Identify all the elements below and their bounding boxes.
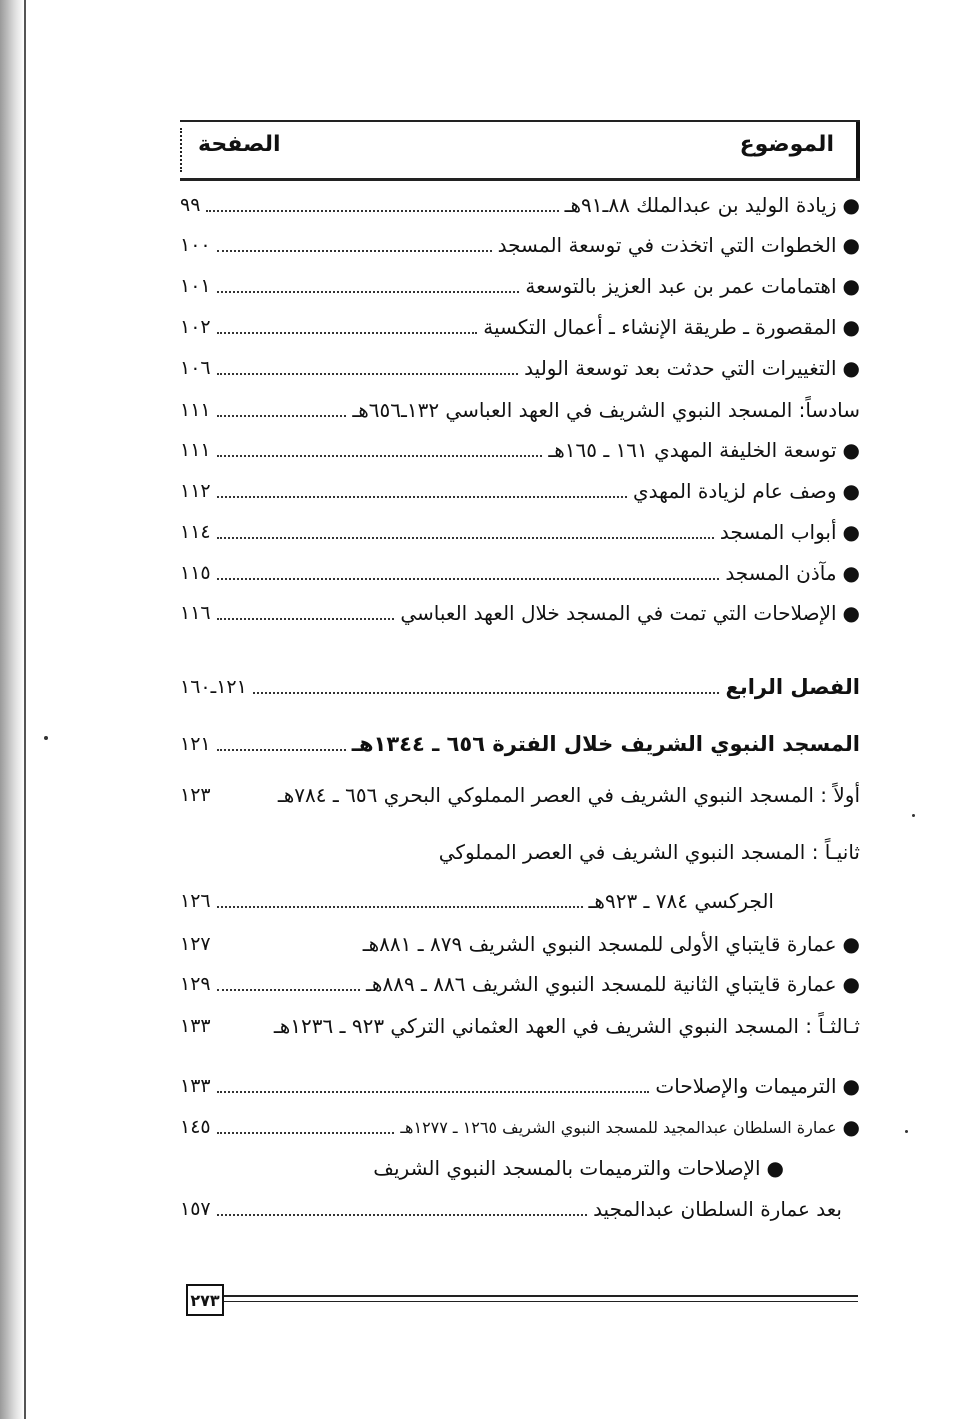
bullet-icon: ●: [766, 1156, 784, 1180]
entry-title: أبواب المسجد: [719, 520, 837, 544]
dot-leader: [217, 578, 720, 580]
dot-leader: [217, 1214, 587, 1216]
entry-page: ١٢٣: [180, 784, 211, 806]
entry-page: ١٠١: [180, 275, 211, 297]
toc-entry: [180, 835, 860, 869]
toc-entry: [180, 778, 860, 812]
dot-leader: [217, 1091, 650, 1093]
bullet-icon: ●: [842, 932, 860, 956]
bullet-icon: ●: [842, 1074, 860, 1098]
toc-entry: [180, 1192, 860, 1226]
entry-title: الإصلاحات والترميمات بالمسجد النبوي الشريف: [373, 1156, 761, 1180]
toc-entry: [180, 393, 860, 427]
toc-entry: [180, 1151, 860, 1185]
toc-entry: [180, 515, 860, 549]
entry-title: اهتمامات عمر بن عبد العزيز بالتوسعة: [525, 274, 837, 298]
bullet-icon: ●: [842, 356, 860, 380]
scan-speck: [905, 1130, 908, 1133]
entry-page: ١٠٢: [180, 316, 211, 338]
page-edge: [24, 0, 26, 1419]
entry-title: الجركسي ٧٨٤ ـ ٩٢٣هـ: [588, 889, 774, 913]
bullet-icon: ●: [842, 233, 860, 257]
entry-page: ١٢١: [180, 733, 211, 755]
toc-header: [180, 120, 860, 181]
toc-entry: [180, 967, 860, 1001]
toc-entry: [180, 1110, 860, 1144]
toc-entry: [180, 269, 860, 303]
header-right-bar: [856, 122, 860, 178]
footer-rule-thin: [222, 1301, 858, 1302]
entry-page: ١١٦: [180, 602, 211, 624]
entry-title: الإصلاحات التي تمت في المسجد خلال العهد العباسي: [400, 601, 837, 625]
dot-leader: [217, 618, 395, 620]
entry-page: ١١٥: [180, 562, 211, 584]
bullet-icon: ●: [842, 1115, 860, 1139]
toc-entry: [180, 188, 860, 222]
dot-leader: [217, 537, 714, 539]
entry-title: سادساً: المسجد النبوي الشريف في العهد العباسي ١٣٢ـ٦٥٦هـ: [352, 398, 860, 422]
scan-speck: [912, 814, 915, 817]
toc-entry: [180, 474, 860, 508]
header-topic: الموضوع: [739, 132, 834, 157]
bullet-icon: ●: [842, 561, 860, 585]
entry-title: الفصل الرابع: [725, 675, 860, 699]
dot-leader: [217, 291, 520, 293]
section-heading: [180, 727, 860, 761]
entry-page: ١٣٣: [180, 1015, 211, 1037]
entry-title: عمارة السلطان عبدالمجيد للمسجد النبوي الشريف ١٢٦٥ ـ ١٢٧٧هـ: [400, 1117, 837, 1137]
entry-page: ١٠٠: [180, 234, 211, 256]
entry-page: ١٢٧: [180, 933, 211, 955]
entry-title: ثـالثـاً : المسجد النبوي الشريف في العهد العثماني التركي ٩٢٣ ـ ١٢٣٦هـ: [273, 1014, 860, 1038]
dot-leader: [217, 455, 543, 457]
entry-page: ١١٢: [180, 480, 211, 502]
toc-entry: [180, 596, 860, 630]
entry-page: ١٣٣: [180, 1075, 211, 1097]
entry-title: المقصورة ـ طريقة الإنشاء ـ أعمال التكسية: [483, 315, 837, 339]
entry-title: الترميمات والإصلاحات: [655, 1074, 837, 1098]
entry-title: المسجد النبوي الشريف خلال الفترة ٦٥٦ ـ ١٣٤٤هـ: [351, 732, 860, 756]
entry-page: ١١١: [180, 439, 211, 461]
dot-leader: [206, 210, 558, 212]
bullet-icon: ●: [842, 274, 860, 298]
entry-title: الخطوات التي اتخذت في توسعة المسجد: [497, 233, 837, 257]
dot-leader: [217, 1132, 395, 1134]
dot-leader: [217, 415, 347, 417]
entry-page: ١٠٦: [180, 357, 211, 379]
entry-title: التغييرات التي حدثت بعد توسعة الوليد: [524, 356, 837, 380]
entry-title: توسعة الخليفة المهدي ١٦١ ـ ١٦٥هـ: [548, 438, 837, 462]
entry-title: بعد عمارة السلطان عبدالمجيد: [593, 1197, 842, 1221]
toc-entry: [180, 1069, 860, 1103]
toc-entry: [180, 556, 860, 590]
page-number: ٢٧٣: [186, 1284, 224, 1316]
entry-page: ١١٤: [180, 521, 211, 543]
chapter-heading: [180, 670, 860, 704]
dot-leader: [217, 749, 346, 751]
toc-entry: [180, 351, 860, 385]
entry-title: أولاً : المسجد النبوي الشريف في العصر المملوكي البحري ٦٥٦ ـ ٧٨٤هـ: [277, 783, 860, 807]
scan-speck: [44, 736, 48, 740]
header-left-bar: [180, 128, 184, 172]
toc-entry: [180, 927, 860, 961]
entry-page: ١٥٧: [180, 1198, 211, 1220]
toc-entry: [180, 1009, 860, 1043]
entry-title: وصف عام لزيادة المهدي: [632, 479, 837, 503]
bullet-icon: ●: [842, 520, 860, 544]
entry-page: ١٤٥: [180, 1116, 211, 1138]
entry-page: ١٢٦: [180, 890, 211, 912]
bullet-icon: ●: [842, 601, 860, 625]
dot-leader: [217, 332, 478, 334]
dot-leader: [217, 250, 492, 252]
toc-entry: [180, 228, 860, 262]
bullet-icon: ●: [842, 315, 860, 339]
toc-entry: [180, 433, 860, 467]
entry-page: ٩٩: [180, 194, 201, 216]
entry-title: زيادة الوليد بن عبدالملك ٨٨ـ٩١هـ: [564, 193, 837, 217]
entry-title: عمارة قايتباي الثانية للمسجد النبوي الشريف ٨٨٦ ـ ٨٨٩هـ: [366, 972, 837, 996]
entry-page: ١٢١ـ١٦٠: [180, 676, 247, 698]
entry-title: مآذن المسجد: [725, 561, 837, 585]
bullet-icon: ●: [842, 972, 860, 996]
bullet-icon: ●: [842, 438, 860, 462]
toc-entry: [180, 884, 860, 918]
dot-leader: [217, 989, 360, 991]
dot-leader: [253, 692, 720, 694]
entry-page: ١٢٩: [180, 973, 211, 995]
footer-rule: [222, 1295, 858, 1297]
bullet-icon: ●: [842, 479, 860, 503]
dot-leader: [217, 373, 519, 375]
entry-title: عمارة قايتباي الأولى للمسجد النبوي الشريف ٨٧٩ ـ ٨٨١هـ: [362, 932, 837, 956]
entry-page: ١١١: [180, 399, 211, 421]
header-page: الصفحة: [198, 132, 281, 157]
dot-leader: [217, 906, 583, 908]
entry-title: ثانيـاً : المسجد النبوي الشريف في العصر المملوكي: [438, 840, 860, 864]
bullet-icon: ●: [842, 193, 860, 217]
toc-entry: [180, 310, 860, 344]
dot-leader: [217, 496, 627, 498]
scan-shadow: [0, 0, 24, 1419]
